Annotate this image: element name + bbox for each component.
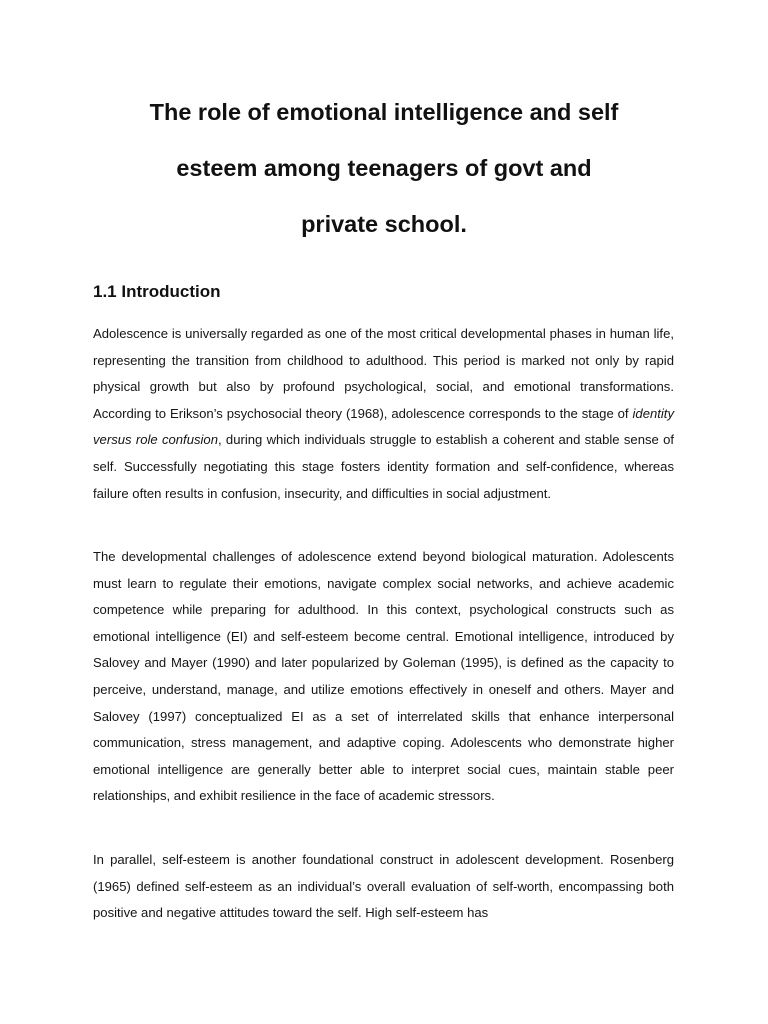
section-heading: 1.1 Introduction	[93, 282, 221, 301]
paragraph-1-italic-term: identity versus role confusion	[93, 405, 674, 448]
paragraph-2: The developmental challenges of adolescence extend beyond biological maturation. Adolescents must learn to regulate their emotions, navigate complex social networks, and achieve academic competence while preparing for adulthood. In this context, psychological constructs such as emotional intelligence (EI) and self-esteem become central. Emotional intelligence, introduced by Salovey and Mayer (1990) and later popularized by Goleman (1995), is defined as the capacity to perceive, understand, manage, and utilize emotions effectively in oneself and others. Mayer and Salovey (1997) conceptualized EI as a set of interrelated skills that enhance interpersonal communication, stress management, and adaptive coping. Adolescents who demonstrate higher emotional intelligence are generally better able to interpret social cues, maintain stable peer relationships, and exhibit resilience in the face of academic stressors.	[93, 549, 674, 804]
paragraph-1-text-start: Adolescence is universally regarded as one of the most critical developmental phases in human life, representing the transition from childhood to adulthood. This period is marked not only by rapid physical growth but also by profound psychological, social, and emotional transformations. According to Erikson’s psychosocial theory (1968), adolescence corresponds to the stage of	[93, 326, 674, 421]
title-line-2: esteem among teenagers of govt and	[176, 155, 592, 181]
title-line-1: The role of emotional intelligence and self	[149, 99, 619, 125]
title-line-3: private school.	[301, 211, 467, 237]
paragraph-1-text-end: , during which individuals struggle to establish a coherent and stable sense of self. Successfully negotiating this stage fosters identity formation and self-confidence, whereas failure often results in confusion, insecurity, and difficulties in social adjustment.	[93, 432, 674, 501]
document-title	[93, 84, 675, 252]
paragraph-1	[93, 321, 674, 507]
paragraph-3: In parallel, self-esteem is another foundational construct in adolescent development. Rosenberg (1965) defined self-esteem as an individual’s overall evaluation of self-worth, encompassing both positive and negative attitudes toward the self. High self-esteem has	[93, 852, 674, 921]
